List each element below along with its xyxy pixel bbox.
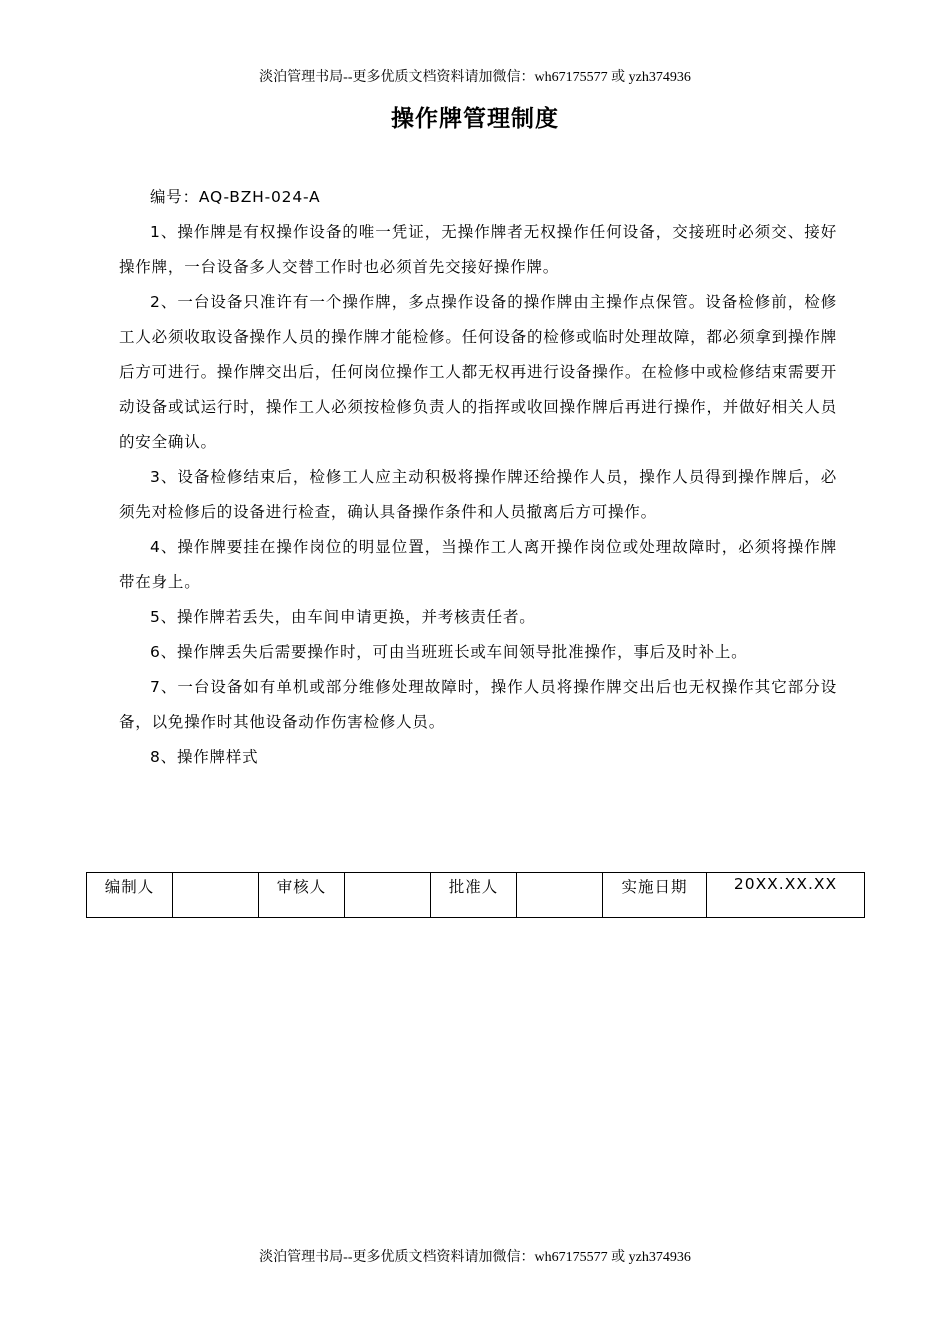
date-value: 20XX.XX.XX	[707, 873, 865, 918]
paragraph-8: 8、操作牌样式	[150, 748, 259, 766]
table-row	[87, 873, 865, 918]
paragraph-2: 2、一台设备只准许有一个操作牌，多点操作设备的操作牌由主操作点保管。设备检修前，检修工人必须收取设备操作人员的操作牌才能检修。任何设备的检修或临时处理故障，都必须拿到操作牌后方可进行。操作牌交出后，任何岗位操作工人都无权再进行设备操作。在检修中或检修结束需要开动设备或试运行时，操作工人必须按检修负责人的指挥或收回操作牌后再进行操作，并做好相关人员的安全确认。	[119, 293, 837, 451]
signature-table	[86, 872, 865, 918]
paragraph-4: 4、操作牌要挂在操作岗位的明显位置，当操作工人离开操作岗位或处理故障时，必须将操作牌带在身上。	[119, 538, 837, 591]
document-body	[119, 180, 837, 775]
paragraph-1: 1、操作牌是有权操作设备的唯一凭证，无操作牌者无权操作任何设备，交接班时必须交、接好操作牌，一台设备多人交替工作时也必须首先交接好操作牌。	[119, 223, 837, 276]
page-title: 操作牌管理制度	[391, 106, 559, 132]
paragraph-6: 6、操作牌丢失后需要操作时，可由当班班长或车间领导批准操作，事后及时补上。	[150, 643, 748, 661]
paragraph-5: 5、操作牌若丢失，由车间申请更换，并考核责任者。	[150, 608, 536, 626]
reviewer-label: 审核人	[259, 873, 345, 918]
date-label: 实施日期	[603, 873, 707, 918]
compiler-value	[173, 873, 259, 918]
page-footer: 淡泊管理书局--更多优质文档资料请加微信：wh67175577 或 yzh374936	[259, 1250, 691, 1265]
doc-number: 编号：AQ-BZH-024-A	[150, 188, 321, 206]
approver-label: 批准人	[431, 873, 517, 918]
page-header: 淡泊管理书局--更多优质文档资料请加微信：wh67175577 或 yzh374936	[259, 70, 691, 85]
approver-value	[517, 873, 603, 918]
paragraph-7: 7、一台设备如有单机或部分维修处理故障时，操作人员将操作牌交出后也无权操作其它部分设备，以免操作时其他设备动作伤害检修人员。	[119, 678, 837, 731]
compiler-label: 编制人	[87, 873, 173, 918]
paragraph-3: 3、设备检修结束后，检修工人应主动积极将操作牌还给操作人员，操作人员得到操作牌后，必须先对检修后的设备进行检查，确认具备操作条件和人员撤离后方可操作。	[119, 468, 837, 521]
reviewer-value	[345, 873, 431, 918]
